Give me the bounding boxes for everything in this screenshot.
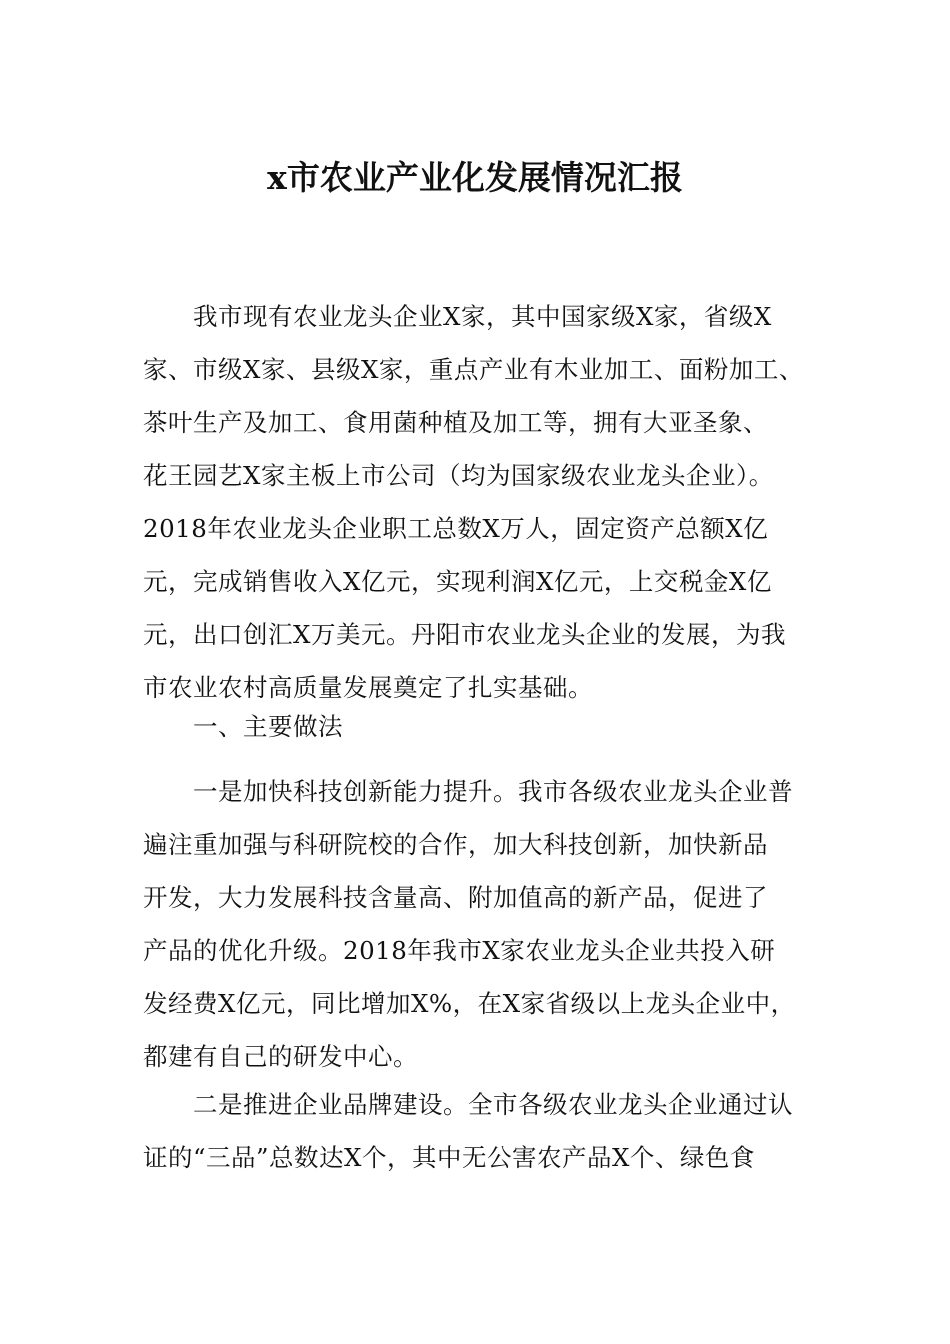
text-line: 家、市级X家、县级X家，重点产业有木业加工、面粉加工、 <box>143 355 804 384</box>
paragraph-brand-building <box>143 1078 810 1184</box>
text-line: 元，出口创汇X万美元。丹阳市农业龙头企业的发展，为我 <box>143 620 786 649</box>
text-line: 市农业农村高质量发展奠定了扎实基础。 <box>143 673 593 702</box>
text-line: 发经费X亿元，同比增加X%，在X家省级以上龙头企业中， <box>143 989 796 1018</box>
text-line: 二是推进企业品牌建设。全市各级农业龙头企业通过认 <box>143 1090 793 1119</box>
text-line: 遍注重加强与科研院校的合作，加大科技创新，加快新品 <box>143 830 768 859</box>
document-title: x市农业产业化发展情况汇报 <box>267 158 683 197</box>
text-line: 茶叶生产及加工、食用菌种植及加工等，拥有大亚圣象、 <box>143 408 768 437</box>
text-line: 2018年农业龙头企业职工总数X万人，固定资产总额X亿 <box>143 514 769 543</box>
text-line: 产品的优化升级。2018年我市X家农业龙头企业共投入研 <box>143 936 776 965</box>
paragraph-tech-innovation <box>143 765 810 1083</box>
text-line: 一是加快科技创新能力提升。我市各级农业龙头企业普 <box>143 777 793 806</box>
text-line: 花王园艺X家主板上市公司（均为国家级农业龙头企业）。 <box>143 461 774 490</box>
paragraph-overview <box>143 290 810 714</box>
text-line: 开发，大力发展科技含量高、附加值高的新产品，促进了 <box>143 883 768 912</box>
text-line: 一、主要做法 <box>143 712 343 741</box>
text-line: 我市现有农业龙头企业X家，其中国家级X家，省级X <box>143 302 772 331</box>
text-line: 元，完成销售收入X亿元，实现利润X亿元，上交税金X亿 <box>143 567 772 596</box>
text-line: 都建有自己的研发中心。 <box>143 1042 418 1071</box>
text-line: 证的“三品”总数达X个，其中无公害农产品X个、绿色食 <box>143 1143 755 1172</box>
section-heading <box>143 700 810 753</box>
